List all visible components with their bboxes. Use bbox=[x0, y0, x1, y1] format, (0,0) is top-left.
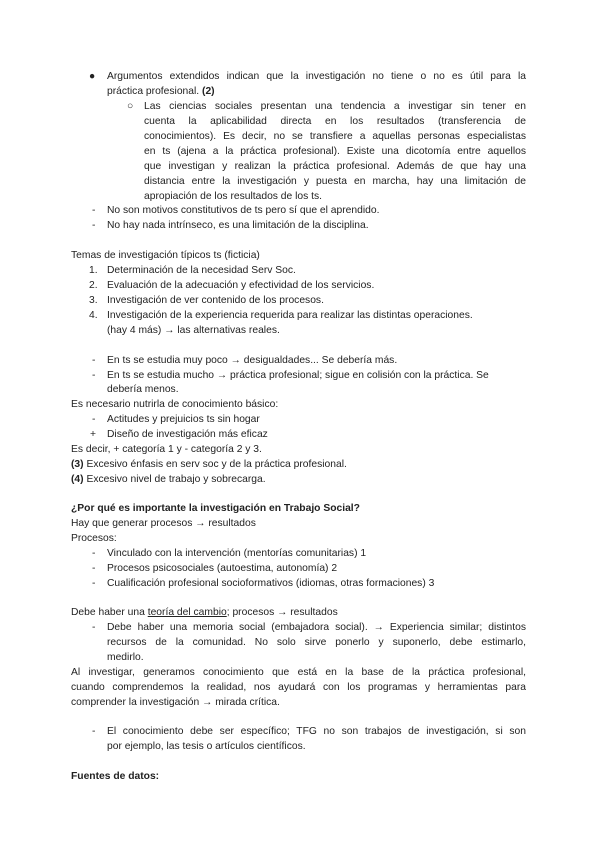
text-line: apropiación de los resultados de los ts. bbox=[144, 191, 323, 202]
text-line: que investigan y realizan la práctica profesional. Además de que hay una bbox=[144, 161, 526, 172]
text-line bbox=[107, 85, 215, 100]
text-line: El conocimiento debe ser específico; TFG no son trabajos de investigación, si son bbox=[107, 726, 526, 737]
dash-marker: - bbox=[92, 220, 96, 231]
text-line: En ts se estudia muy poco → desigualdades... Se debería más. bbox=[107, 355, 398, 366]
list-item: Vinculado con la intervención (mentorías comunitarias) 1 bbox=[107, 548, 367, 559]
text-line: Procesos: bbox=[71, 533, 117, 544]
text-line: conocimientos). Es decir, no se transfiere a aquellas personas especialistas bbox=[144, 131, 526, 142]
text-line: cuando comprendemos la realidad, nos ayudará con los programas y herramientas para bbox=[71, 682, 526, 693]
text-line: Debe haber una memoria social (embajadora social). → Experiencia similar; distintos bbox=[107, 622, 526, 633]
text-line: recursos de la comunidad. No solo sirve ponerlo y suponerlo, debe estimarlo, bbox=[107, 637, 526, 648]
dash-marker: - bbox=[92, 563, 96, 574]
list-item: Determinación de la necesidad Serv Soc. bbox=[107, 265, 296, 276]
list-item: Investigación de la experiencia requerida para realizar las distintas operaciones. bbox=[107, 310, 473, 321]
dash-marker: - bbox=[92, 205, 96, 216]
text-line: Al investigar, generamos conocimiento que está en la base de la práctica profesional, bbox=[71, 667, 526, 678]
bullet-marker: ● bbox=[89, 71, 96, 82]
list-number: 2. bbox=[89, 280, 98, 291]
text-line: No son motivos constitutivos de ts pero sí que el aprendido. bbox=[107, 205, 380, 216]
text-span: Excesivo nivel de trabajo y sobrecarga. bbox=[83, 474, 266, 485]
text-line: Diseño de investigación más eficaz bbox=[107, 429, 268, 440]
text-line: Las ciencias sociales presentan una tendencia a investigar sin tener en bbox=[144, 101, 526, 112]
section-heading: Fuentes de datos: bbox=[71, 771, 160, 782]
text-line: comprender la investigación → mirada crítica. bbox=[71, 697, 280, 708]
dash-marker: - bbox=[92, 548, 96, 559]
dash-marker: - bbox=[92, 622, 96, 633]
text-line: En ts se estudia mucho → práctica profesional; sigue en colisión con la práctica. Se bbox=[107, 370, 489, 381]
text-line bbox=[71, 473, 266, 488]
list-number: 3. bbox=[89, 295, 98, 306]
list-item: Procesos psicosociales (autoestima, autonomía) 2 bbox=[107, 563, 338, 574]
section-heading: ¿Por qué es importante la investigación en Trabajo Social? bbox=[71, 503, 360, 514]
text-line: debería menos. bbox=[107, 384, 179, 395]
text-span: ; procesos → resultados bbox=[226, 607, 338, 618]
text-line: Es decir, + categoría 1 y - categoría 2 y 3. bbox=[71, 444, 262, 455]
text-span: Excesivo énfasis en serv soc y de la práctica profesional. bbox=[83, 459, 347, 470]
reference-number: (2) bbox=[202, 86, 215, 97]
reference-number: (3) bbox=[71, 459, 84, 470]
text-span: Debe haber una bbox=[71, 607, 148, 618]
list-number: 1. bbox=[89, 265, 98, 276]
text-line: (hay 4 más) → las alternativas reales. bbox=[107, 325, 280, 336]
text-line: Hay que generar procesos → resultados bbox=[71, 518, 256, 529]
text-line: medirlo. bbox=[107, 652, 144, 663]
reference-number: (4) bbox=[71, 474, 84, 485]
text-span: práctica profesional. bbox=[107, 86, 203, 97]
plus-marker: + bbox=[90, 429, 97, 440]
section-heading: Temas de investigación típicos ts (ficticia) bbox=[71, 250, 260, 261]
list-item: Investigación de ver contenido de los procesos. bbox=[107, 295, 324, 306]
list-item: Cualificación profesional socioformativos (idiomas, otras formaciones) 3 bbox=[107, 578, 435, 589]
text-line: distancia entre la investigación y puesta en marcha, hay una limitación de bbox=[144, 176, 526, 187]
dash-marker: - bbox=[92, 578, 96, 589]
dash-marker: - bbox=[92, 355, 96, 366]
text-line: cuenta la aplicabilidad directa en los resultados (transferencia de bbox=[144, 116, 526, 127]
circle-marker: ○ bbox=[127, 101, 134, 112]
dash-marker: - bbox=[92, 726, 96, 737]
text-line: Es necesario nutrirla de conocimiento básico: bbox=[71, 399, 279, 410]
text-line: No hay nada intrínseco, es una limitación de la disciplina. bbox=[107, 220, 369, 231]
text-line: Argumentos extendidos indican que la investigación no tiene o no es útil para la bbox=[107, 71, 526, 82]
text-line: por ejemplo, las tesis o artículos científicos. bbox=[107, 741, 306, 752]
text-line: en ts (ajena a la práctica profesional). Existe una dicotomía entre aquellos bbox=[144, 146, 526, 157]
text-line bbox=[71, 606, 338, 621]
list-item: Evaluación de la adecuación y efectividad de los servicios. bbox=[107, 280, 375, 291]
dash-marker: - bbox=[92, 370, 96, 381]
dash-marker: - bbox=[92, 414, 96, 425]
text-line bbox=[71, 458, 347, 473]
text-line: Actitudes y prejuicios ts sin hogar bbox=[107, 414, 260, 425]
list-number: 4. bbox=[89, 310, 98, 321]
underlined-term: teoría del cambio bbox=[147, 607, 227, 618]
